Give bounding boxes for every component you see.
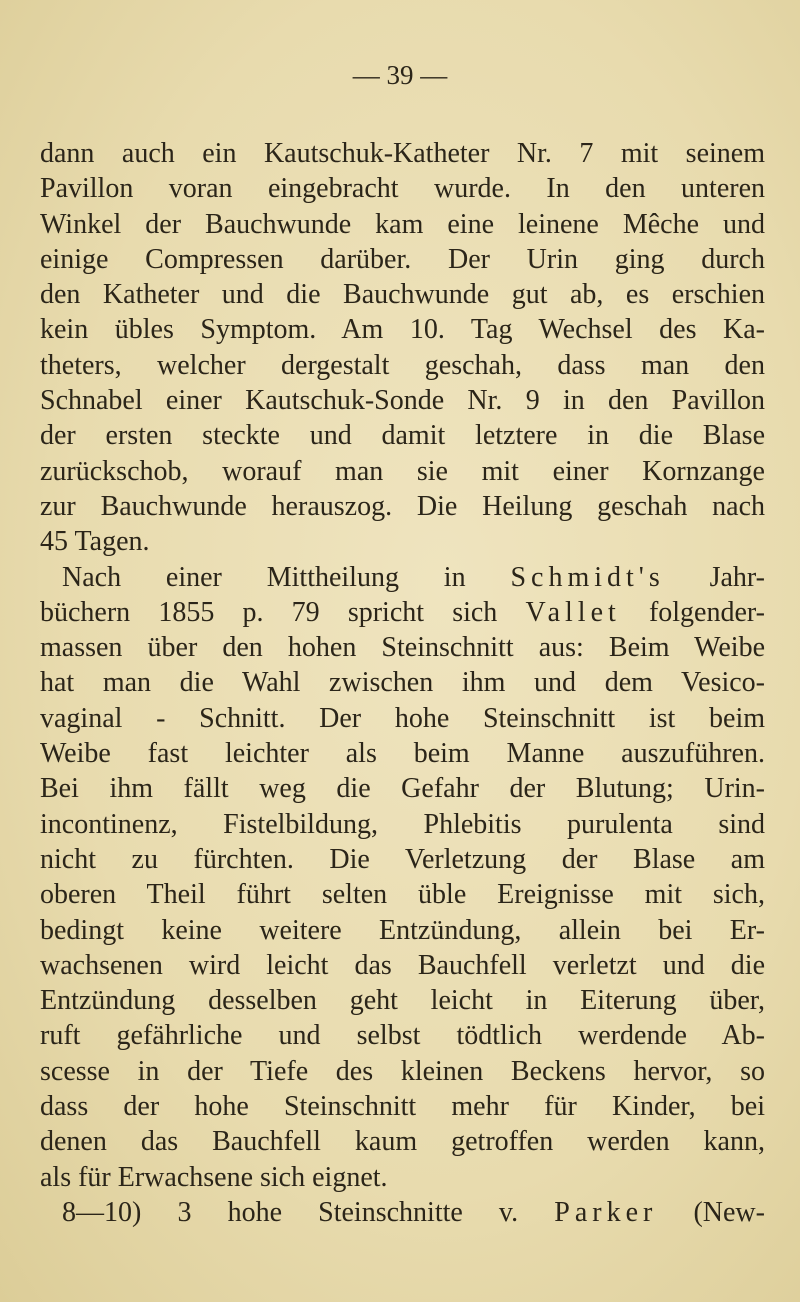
text-segment: büchern 1855 p. 79 spricht sich [40,596,526,628]
text-line [40,983,765,1018]
text-line [40,242,765,277]
text-line [40,418,765,453]
text-line [40,701,765,736]
text-line [40,771,765,806]
text-segment: einige Compressen darüber. Der Urin ging durch [40,243,765,275]
text-segment: scesse in der Tiefe des kleinen Beckens hervor, so [40,1055,765,1087]
text-line [40,1054,765,1089]
text-line [40,383,765,418]
text-line [40,348,765,383]
text-segment: dass der hohe Steinschnitt mehr für Kinder, bei [40,1091,765,1123]
text-segment: wachsenen wird leicht das Bauchfell verletzt und die [40,949,765,981]
text-segment: 8—10) 3 hohe Steinschnitte v. [62,1196,555,1228]
text-segment: Winkel der Bauchwunde kam eine leinene Mêche und [40,208,765,240]
page-number: — 39 — [352,60,448,90]
text-segment: dann auch ein Kautschuk-Katheter Nr. 7 mit seinem [40,138,765,169]
text-segment: zur Bauchwunde herauszog. Die Heilung geschah nach [40,490,765,522]
spaced-name: Schmidt's [510,561,665,593]
text-segment: nicht zu fürchten. Die Verletzung der Blase am [40,843,765,875]
text-segment: (New- [657,1196,765,1228]
spaced-name: Vallet [525,596,621,628]
text-line [40,913,765,948]
text-line [40,1018,765,1053]
text-line [40,1195,765,1230]
text-segment: folgender- [620,596,765,628]
text-line [40,312,765,347]
text-segment: 45 Tagen. [40,526,150,558]
text-segment: den Katheter und die Bauchwunde gut ab, es erschien [40,279,765,311]
page-body-text [40,136,765,1230]
text-line [40,877,765,912]
text-segment: vaginal - Schnitt. Der hohe Steinschnitt ist beim [40,702,765,734]
text-segment: oberen Theil führt selten üble Ereignisse mit sich, [40,879,765,911]
text-line [40,560,765,595]
text-segment: zurückschob, worauf man sie mit einer Kornzange [40,455,765,487]
text-line [40,1124,765,1159]
text-segment: theters, welcher dergestalt geschah, dass man den [40,349,765,381]
text-segment: als für Erwachsene sich eignet. [40,1161,388,1193]
text-segment: Pavillon voran eingebracht wurde. In den unteren [40,173,765,205]
text-line [40,171,765,206]
text-segment: Weibe fast leichter als beim Manne auszuführen. [40,738,765,770]
text-segment: Bei ihm fällt weg die Gefahr der Blutung; Urin- [40,773,765,805]
text-segment: der ersten steckte und damit letztere in die Blase [40,420,765,452]
text-line [40,595,765,630]
text-segment: ruft gefährliche und selbst tödtlich werdende Ab- [40,1020,765,1052]
text-line [40,136,765,171]
text-segment: Nach einer Mittheilung in [62,561,511,593]
text-segment: massen über den hohen Steinschnitt aus: Beim Weibe [40,632,765,664]
text-line [40,665,765,700]
text-line [40,524,765,559]
text-line [40,807,765,842]
text-line [40,207,765,242]
text-line [40,1160,765,1195]
text-segment: incontinenz, Fistelbildung, Phlebitis purulenta sind [40,808,765,840]
text-segment: hat man die Wahl zwischen ihm und dem Vesico- [40,667,765,699]
text-segment: bedingt keine weitere Entzündung, allein bei Er- [40,914,765,946]
text-line [40,489,765,524]
text-line [40,454,765,489]
text-line [40,736,765,771]
spaced-name: Parker [554,1196,658,1228]
text-segment: denen das Bauchfell kaum getroffen werden kann, [40,1126,765,1158]
text-line [40,842,765,877]
text-segment: Schnabel einer Kautschuk-Sonde Nr. 9 in den Pavillon [40,385,765,417]
text-segment: Jahr- [664,561,765,593]
text-line [40,1089,765,1124]
text-segment: kein übles Symptom. Am 10. Tag Wechsel des Ka- [40,314,765,346]
text-line [40,948,765,983]
text-segment: Entzündung desselben geht leicht in Eiterung über, [40,985,765,1017]
text-line [40,630,765,665]
text-line [40,277,765,312]
